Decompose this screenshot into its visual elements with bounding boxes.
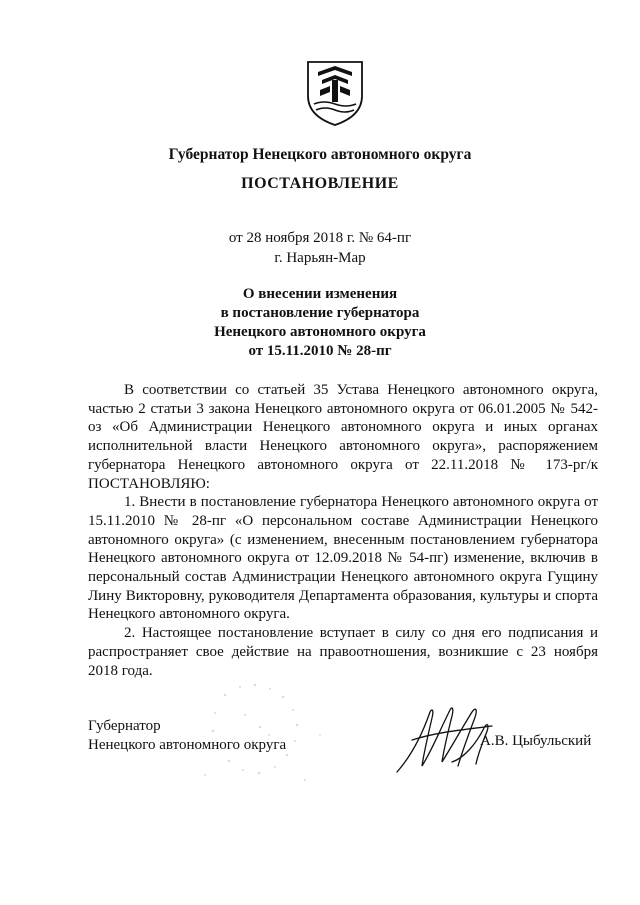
signatory-title-line: Губернатор bbox=[88, 718, 161, 734]
document-type-title: ПОСТАНОВЛЕНИЕ bbox=[241, 175, 399, 192]
nao-coat-of-arms-icon bbox=[300, 58, 370, 128]
document-subject bbox=[0, 285, 640, 361]
subject-line: О внесении изменения bbox=[242, 286, 398, 302]
subject-line: Ненецкого автономного округа bbox=[214, 324, 426, 340]
subject-line: в постановление губернатора bbox=[220, 305, 420, 321]
signatory-name: А.В. Цыбульский bbox=[480, 733, 592, 749]
body-paragraph: 1. Внести в постановление губернатора Ненецкого автономного округа от 15.11.2010 № 28-пг «О персональном составе Администрации Ненецкого автономного округа» (с изменением, внесенным постановлением губернатора Ненецкого автономного округа от 12.09.2018 № 54-пг) изменение, включив в персональный состав Администрации Ненецкого автономного округа Гущину Лину Викторовну, руководителя Департамента образования, культуры и спорта Ненецкого автономного округа. bbox=[88, 494, 598, 623]
document-city: г. Нарьян-Мар bbox=[274, 250, 366, 266]
authority-heading: Губернатор Ненецкого автономного округа bbox=[168, 146, 472, 163]
document-body bbox=[88, 381, 598, 680]
body-paragraph: 2. Настоящее постановление вступает в силу со дня его подписания и распространяет свое действие на правоотношения, возникшие с 23 ноября 2018 года. bbox=[88, 625, 598, 679]
signatory-title-line: Ненецкого автономного округа bbox=[88, 737, 287, 753]
signatory-title bbox=[88, 717, 286, 755]
body-paragraph: В соответствии со статьей 35 Устава Ненецкого автономного округа, частью 2 статьи 3 закона Ненецкого автономного округа от 06.01.2005 № 542-оз «Об Администрации Ненецкого автономного округа и иных органах исполнительной власти Ненецкого автономного округа», распоряжением губернатора Ненецкого автономного округа от 22.11.2018 № 173-рг/к ПОСТАНОВЛЯЮ: bbox=[88, 382, 598, 492]
subject-line: от 15.11.2010 № 28-пг bbox=[248, 343, 392, 359]
document-date-number: от 28 ноября 2018 г. № 64-пг bbox=[228, 230, 412, 246]
